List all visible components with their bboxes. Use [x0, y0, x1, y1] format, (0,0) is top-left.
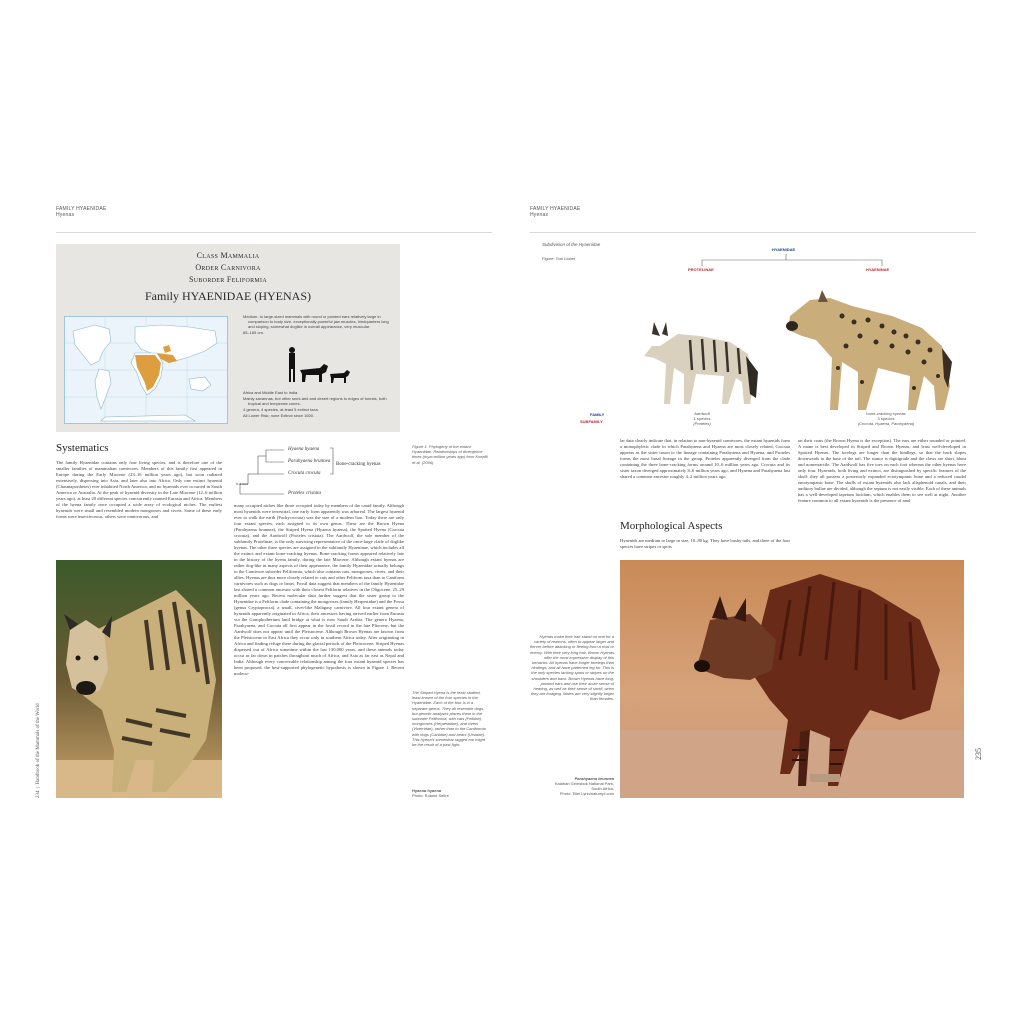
- left-page: [36, 200, 492, 810]
- family-line: Family HYAENIDAE (HYENAS): [145, 289, 311, 303]
- photo-caption: Hyenas make their hair stand on end for a variety of reasons, often to appear larger and fiercer before attacking or fleeing from a rival or enemy. With their very long hair, Brown Hyenas offer the most impressive display of this behavior. All hyenas have longer forelegs than hindlegs, and all have patterned leg fur. This is the only species lacking spots or stripes on the shoulders and back. Brown Hyenas have long, pointed ears and use their acute sense of hearing, as well as their sense of smell, when they are foraging. Males are very slightly larger than females.: [530, 634, 614, 702]
- photo-caption: The Striped Hyena is the least studied, least known of the four species in the Hyaenidae. Each of the four is in a separate genus. They all resemble dogs, but genetic analyses places them in the suborder Feliformia, with cats (Felidae), mongooses (Herpestidae), and civets (Viverridae), rather than to the Caniformia with dogs (Canidae) and bears (Ursidae). This hyena's somewhat ragged ear might be the result of a past fight.: [412, 690, 486, 748]
- taxon-genus: (Proteles): [693, 421, 711, 427]
- page-number: 235: [974, 748, 983, 760]
- taxon-count: 1 species: [693, 416, 711, 422]
- column-text: Hyaenids are medium to large in size, 10–80 kg. They have bushy tails, and three of the four species have stripes or spots: [620, 538, 790, 549]
- column-text: The family Hyaenidae contains only four living species, and is therefore one of the smaller families of mammalian carnivores. Members of this family first appeared in Europe during the Early Miocene (23–16 million years ago), but soon radiated extensively, dispersing into Asia, and later also into Africa. Only one extinct hyaenid (Chasmaporthetes) ever inhabited North America, and no hyaenids ever occurred in South America or Australia. At the peak of hyaenid diversity in the Late Miocene (12–6 million years ago), at least 20 different species concurrently roamed Eurasia and Africa. Members of the hyena family once occupied a wide array of ecological niches. The earliest hyaenids were small and resembled modern mongooses and civets. Some of these early forms were insectivorous, others were omnivorous, and: [56, 460, 222, 519]
- class-line: Class Mammalia: [196, 251, 260, 260]
- right-page: [522, 200, 983, 810]
- distribution-map: [64, 316, 228, 424]
- aardwolf-illustration: [640, 312, 760, 412]
- tree-branch-hyaeninae: HYAENINAE: [866, 267, 890, 272]
- size-silhouettes: [286, 344, 358, 388]
- bullets-top: [242, 314, 392, 336]
- tree-taxon: Proteles cristata: [288, 491, 322, 496]
- figure-ref: Figure: Toni Llobet: [542, 256, 575, 261]
- running-head-common: Hyenas: [56, 212, 75, 218]
- spine-separator: |: [36, 785, 41, 790]
- bullet: 85–185 cm.: [243, 330, 264, 335]
- brown-hyena-image: [620, 560, 964, 798]
- tree-taxon: Parahyaena brunnea: [288, 459, 331, 464]
- header-rule: [530, 232, 976, 233]
- credit-location: Kalahari Gemsbok National Park,: [554, 781, 614, 786]
- suborder-line: Suborder Feliformia: [189, 275, 267, 284]
- bullet: Africa and Middle East to India.: [243, 390, 299, 395]
- credit-country: South Africa.: [591, 786, 614, 791]
- spotted-hyena-label: [840, 411, 932, 427]
- classification-heading: [56, 244, 400, 304]
- tree-branch-protelinae: PROTELINAE: [688, 267, 714, 272]
- classification-box: [56, 244, 400, 432]
- level-label-family: FAMILY: [590, 412, 605, 417]
- section-heading-systematics: Systematics: [56, 442, 109, 454]
- credit-photographer: Photo: Roland Seitre: [412, 793, 449, 798]
- column-text: on their coats (the Brown Hyena is the exception). The ears are either rounded or pointed. A mane is best developed in Striped and Brown Hyenas, and least well-developed in Spotted Hyenas. The forelegs are longer than the hindlegs, so that the back slopes downwards to the base of the tail. The stance is digitigrade and the claws are short, blunt and nonretractile. The Aardwolf has five toes on each foot whereas the other hyenas have only four. Hyaenids, both living and extinct, are distinguished by specific features of the skull: they all possess a posteriorly expanded ectotympanic bone and a reduced caudal entotympanic bone. The skulls of extant hyaenids also lack alisphenoid canals, and their auditory bullae are divided, although the septum is not easily visible. Each of these animals has a well-developed tapetum lucidum, which enables them to see well at night. Another feature common to all extant hyaenids is the presence of anal: [798, 438, 966, 503]
- header-rule: [56, 232, 492, 233]
- running-head: [530, 206, 580, 218]
- bullet: Mainly savannas, but other semi-arid and desert regions to edges of forests, both tropical and temperate zones.: [243, 396, 387, 406]
- photo-credit: [412, 788, 488, 798]
- tree-root-label: HYAENIDAE: [772, 247, 796, 252]
- tree-taxon: Hyaena hyaena: [288, 447, 320, 452]
- running-head-family: FAMILY HYAENIDAE: [56, 206, 107, 212]
- credit-species: Parahyaena brunnea: [574, 776, 614, 781]
- running-head: [56, 206, 106, 218]
- book-title: Handbook of the Mammals of the World: [36, 703, 41, 785]
- spine-text: [36, 703, 41, 798]
- spotted-hyena-illustration: [782, 276, 962, 412]
- photo-brown-hyena: [620, 560, 964, 798]
- taxon-count: 3 species: [877, 416, 895, 422]
- running-head-common: Hyenas: [530, 212, 549, 218]
- bullet: All Lower Risk; none Extinct since 1600.: [243, 413, 315, 418]
- level-label-subfamily: SUBFAMILY: [580, 419, 603, 424]
- aardwolf-label: [672, 411, 732, 427]
- running-head-family: FAMILY HYAENIDAE: [530, 206, 581, 212]
- credit-species: Hyaena hyaena: [412, 788, 442, 793]
- striped-hyena-image: [56, 560, 222, 798]
- bullets-bottom: [242, 390, 392, 419]
- subdivision-tree-lines: [682, 254, 932, 274]
- taxon-name: bone-cracking hyenas: [866, 411, 906, 416]
- tree-node-label: 8–6 mya: [236, 482, 249, 486]
- tree-group-label: Bone-cracking hyenas: [336, 462, 381, 467]
- tree-taxon: Crocuta crocuta: [288, 471, 321, 476]
- figure-title: Subdivision of the Hyaenidae: [542, 242, 601, 247]
- bullet: Medium- to large-sized mammals with round or pointed ears relatively large in comparison to body size, exceptionally powerful jaw muscles, hindquarters long and sloping, somewhat doglike in overall appearance, very muscular.: [243, 314, 389, 329]
- photo-credit: [530, 776, 614, 796]
- bullet: 4 genera, 4 species, at least 5 extinct taxa.: [243, 407, 319, 412]
- credit-photographer: Photo: Ellel Lynn/naturepl.com: [559, 791, 614, 796]
- section-heading-morphology: Morphological Aspects: [620, 520, 723, 532]
- column-text: lar data clearly indicate that, in relation to non-hyaenid carnivores, the extant hyaenids form a monophyletic clade in which Parahyaena and Hyaena are most closely related, Crocuta appears as the sister taxon to the lineage containing Parahyaena and Hyaena, and Proteles forms the most basal lineage in the group. Proteles apparently diverged from the clade containing the three bone-cracking forms around 10–6 million years ago. Crocuta and its sister taxon diverged approximately 8–6 million years ago, and Hyaena and Parahyaena last shared a common ancestor roughly 4–2 million years ago.: [620, 438, 790, 479]
- taxon-name: Aardwolf: [694, 411, 710, 416]
- page-number: 234: [36, 790, 41, 798]
- taxon-genus: (Crocuta, Hyaena, Parahyaena): [857, 421, 915, 427]
- figure-caption: Figure 1. Phylogeny of the extant Hyaenidae. Relationships of divergence times (mya=million years ago) from Koepfli et al. (2006).: [412, 444, 488, 465]
- world-map-svg: [65, 317, 227, 423]
- photo-striped-hyena: [56, 560, 222, 798]
- order-line: Order Carnivora: [195, 263, 261, 272]
- column-text: many occupied niches like those occupied today by members of the canid family. Although most hyaenids were terrestrial, one early form apparently was arboreal. The largest hyaenid ever to walk the earth (Pachycrocuta) was the size of a modern lion. Today there are only four extant species, each assigned to its own genus. These are the Brown Hyena (Parahyaena brunnea), the Striped Hyena (Hyaena hyaena), the Spotted Hyena (Crocuta crocuta), and the Aardwolf (Proteles cristata). The Aardwolf, the sole member of the subfamily Protelinae, is the only surviving representative of the once-large clade of doglike hyenas. The other three species are assigned to the subfamily Hyaeninae, which includes all the extinct and extant bone-cracking hyenas. Bone-cracking forms appeared relatively late in the history of the hyena family, during the late Miocene. Although extant hyenas are rather dog-like in many aspects of their appearance, the family Hyaenidae actually belongs to the Carnivore suborder Feliformia, which also contains cats, mongooses, civets, and their allies. Hyenas are thus more closely related to cats and other Feliform taxa than to Caniform carnivores such as dogs or bears. Fossil data suggest that members of the family Hyaenidae last shared a common ancestor with their closest Feliform relatives in the Oligocene, 25–29 million years ago. Recent molecular data further suggest that the sister group to the Hyaenidae is a Feliform clade containing the mongooses (family Herpestidae) and the Fossa (genus Cryptoprocta), a small, civet-like Malagasy carnivore. All four extant genera of hyaenids apparently originated in Africa, their ancestors having arrived earlier from Eurasia via the Gomphotherium land bridge at what is now Saudi Arabia. The genera Hyaena, Parahyaena, and Crocuta all first appear in the fossil record in the late Pliocene, but the Aardwolf does not appear until the Pleistocene. Although Brown Hyenas are known from the Pleistocene in East Africa they occur only in southern Africa today. After originating in Africa and finding refuge there during the glacial periods of the Pleistocene, Striped Hyenas dispersed out of Africa sometime within the last 130,000 years, and these animals today occur as far down in patches throughout much of Africa, and Asia as far east as Nepal and India. Although every conceivable relationship among the four extant hyaenid species has been proposed, the best-supported phylogenetic hypothesis is shown in Figure 1. Recent molecu-: [234, 503, 404, 676]
